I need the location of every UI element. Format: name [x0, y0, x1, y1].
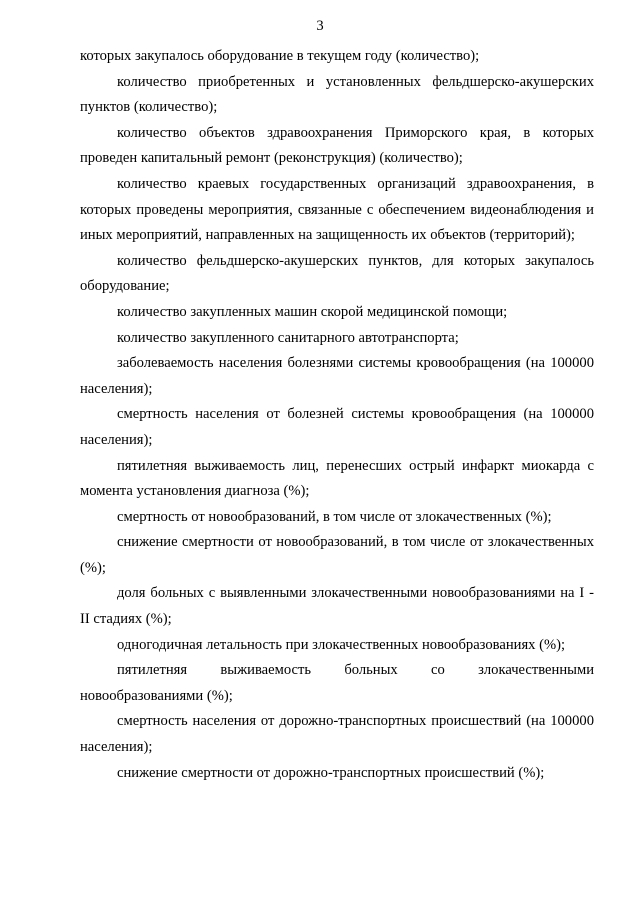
paragraph: доля больных с выявленными злокачественными новообразованиями на I - II стадиях (%);	[80, 585, 594, 628]
paragraph: количество фельдшерско-акушерских пунктов, для которых закупалось оборудование;	[80, 252, 594, 295]
paragraph: снижение смертности от новообразований, в том числе от злокачественных (%);	[80, 534, 594, 576]
paragraph: количество краевых государственных организаций здравоохранения, в которых проведены мероприятия, связанные с обеспечением видеонаблюдения и иных мероприятий, направленных на защищенность их объектов (территорий);	[80, 175, 594, 244]
page-number: 3	[316, 18, 324, 34]
paragraph: количество закупленного санитарного автотранспорта;	[117, 329, 459, 346]
document-body	[80, 44, 594, 786]
paragraph: пятилетняя выживаемость больных со злокачественными новообразованиями (%);	[80, 662, 594, 704]
paragraph: снижение смертности от дорожно-транспортных происшествий (%);	[117, 764, 545, 781]
paragraph: смертность населения от дорожно-транспортных происшествий (на 100000 населения);	[80, 713, 594, 756]
paragraph: количество приобретенных и установленных фельдшерско-акушерских пунктов (количество);	[80, 73, 594, 116]
paragraph: количество объектов здравоохранения Приморского края, в которых проведен капитальный ремонт (реконструкция) (количество);	[80, 124, 594, 167]
paragraph: одногодичная летальность при злокачественных новообразованиях (%);	[117, 636, 566, 653]
paragraph: количество закупленных машин скорой медицинской помощи;	[117, 303, 508, 320]
paragraph: смертность населения от болезней системы кровообращения (на 100000 населения);	[80, 406, 594, 448]
paragraph-continuation: которых закупалось оборудование в текущем году (количество);	[80, 48, 480, 64]
paragraph: пятилетняя выживаемость лиц, перенесших острый инфаркт миокарда с момента установления диагноза (%);	[80, 457, 594, 500]
paragraph: смертность от новообразований, в том числе от злокачественных (%);	[117, 508, 552, 525]
paragraph: заболеваемость населения болезнями системы кровообращения (на 100000 населения);	[80, 355, 594, 397]
